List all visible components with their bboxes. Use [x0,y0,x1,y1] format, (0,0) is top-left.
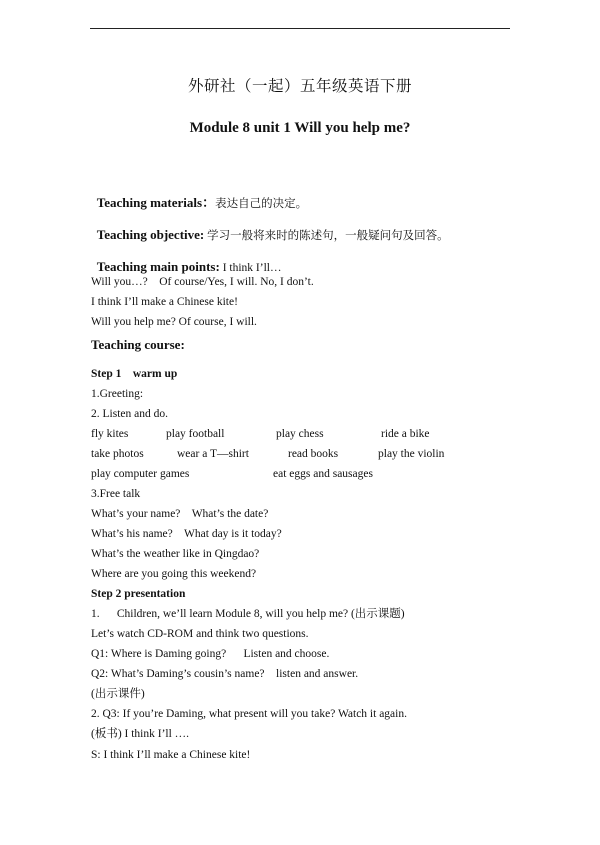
main-point-line: Will you help me? Of course, I will. [91,316,257,328]
activity-item: play chess [276,428,324,440]
top-rule [90,28,510,29]
main-points-row [91,246,281,275]
greeting-line: 1.Greeting: [91,388,144,400]
objective-text: 学习一般将来时的陈述句，一般疑问句及回答。 [204,230,449,242]
materials-row [91,182,307,211]
materials-label: Teaching materials： [96,195,216,210]
main-point-line: Will you…? Of course/Yes, I will. No, I don’t. [91,276,314,288]
presentation-line: (板书) I think I’ll …. [91,728,190,740]
presentation-line: Q1: Where is Daming going? Listen and choose. [91,648,330,660]
talk-line: What’s the weather like in Qingdao? [91,548,260,560]
main-points-label: Teaching main points: [96,259,220,274]
main-points-text: I think I’ll… [219,262,282,274]
objective-label: Teaching objective: [96,227,205,242]
activity-item: play the violin [378,448,445,460]
activity-item: ride a bike [381,428,430,440]
step2-heading: Step 2 presentation [91,588,186,600]
talk-line: Where are you going this weekend? [91,568,257,580]
activity-item: read books [288,448,339,460]
course-label: Teaching course: [91,337,185,352]
presentation-line: (出示课件) [91,688,145,700]
activity-item: wear a T—shirt [177,448,249,460]
step1-heading: Step 1 warm up [91,368,178,380]
objective-row [91,214,449,243]
activity-item: eat eggs and sausages [273,468,373,480]
talk-line: What’s your name? What’s the date? [91,508,269,520]
presentation-line: 2. Q3: If you’re Daming, what present will you take? Watch it again. [91,708,407,720]
lesson-title: Module 8 unit 1 Will you help me? [189,120,411,136]
free-talk-line: 3.Free talk [91,488,141,500]
presentation-line: Let’s watch CD-ROM and think two questions. [91,628,309,640]
presentation-line: Q2: What’s Daming’s cousin’s name? listen and answer. [91,668,359,680]
document-title: 外研社（一起）五年级英语下册 [187,78,412,95]
presentation-line: S: I think I’ll make a Chinese kite! [91,749,251,761]
presentation-line: 1. Children, we’ll learn Module 8, will you help me? (出示课题) [91,608,405,620]
main-point-line: I think I’ll make a Chinese kite! [91,296,238,308]
materials-text: 表达自己的决定。 [215,198,308,210]
listen-line: 2. Listen and do. [91,408,168,420]
talk-line: What’s his name? What day is it today? [91,528,282,540]
activity-item: play football [166,428,225,440]
activity-item: play computer games [91,468,190,480]
activity-item: take photos [91,448,144,460]
activity-item: fly kites [91,428,129,440]
